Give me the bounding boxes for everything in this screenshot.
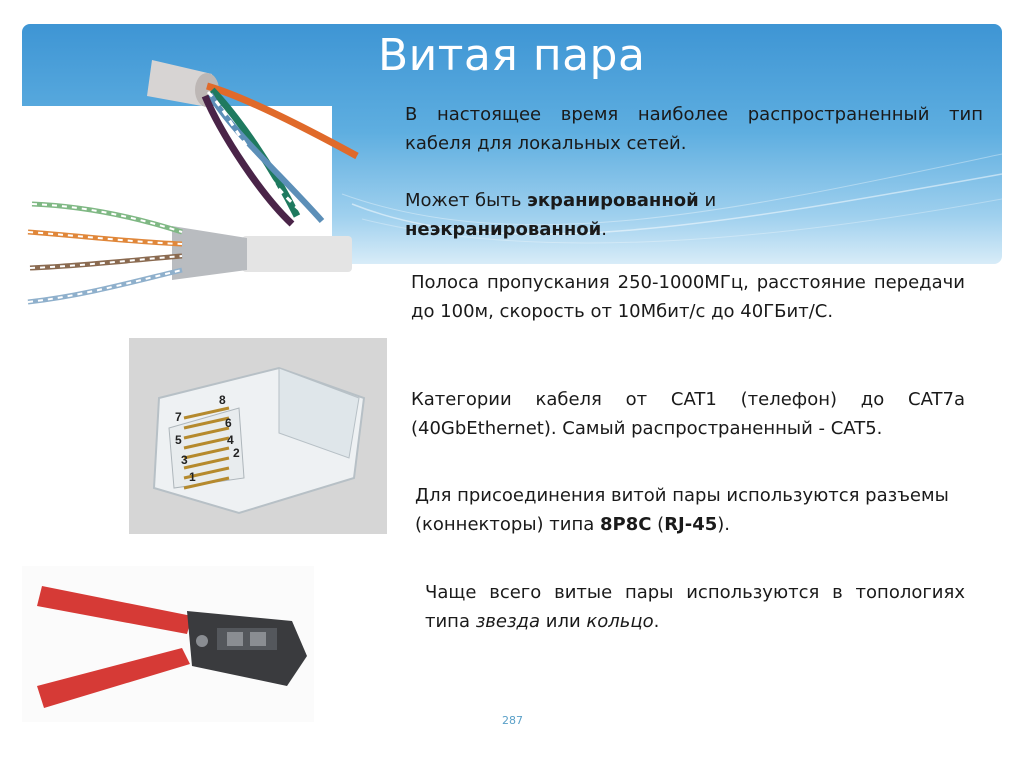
text: Может быть <box>405 190 528 211</box>
slide-title: Витая пара <box>378 30 646 81</box>
bold-text-rj45: RJ-45 <box>664 514 718 535</box>
pin-label: 4 <box>227 433 234 447</box>
pin-label: 2 <box>233 446 240 460</box>
bold-text-shielded: экранированной <box>527 190 699 211</box>
pin-label: 1 <box>189 470 196 484</box>
page-number: 287 <box>502 714 523 727</box>
crimping-tool-photo <box>22 566 314 722</box>
paragraph-bandwidth: Полоса пропускания 250-1000МГц, расстояние передачи до 100м, скорость от 10Мбит/с до 40ГБит/С. <box>411 272 965 322</box>
paragraph-connectors <box>415 481 975 539</box>
italic-text-star: звезда <box>475 611 541 632</box>
bold-text-unshielded: неэкранированной <box>405 219 602 240</box>
paragraph-cable-usage: В настоящее время наиболее распространенный тип кабеля для локальных сетей. <box>405 104 983 154</box>
pin-label: 8 <box>219 393 226 407</box>
twisted-pair-cable-photo <box>22 56 362 346</box>
italic-text-ring: кольцо <box>586 611 654 632</box>
paragraph-topologies <box>425 578 965 636</box>
text: и <box>698 190 717 211</box>
text: Для присоединения витой пары используются разъемы (коннекторы) типа <box>415 485 949 535</box>
pin-label: 6 <box>225 416 232 430</box>
pin-label: 5 <box>175 433 182 447</box>
paragraph-categories: Категории кабеля от CAT1 (телефон) до CAT7a (40GbEthernet). Самый распространенный - CAT5. <box>411 389 965 439</box>
pin-label: 7 <box>175 410 182 424</box>
rj45-connector-photo <box>129 338 387 534</box>
pin-label: 3 <box>181 453 188 467</box>
paragraph-shielding <box>405 186 965 244</box>
text: . <box>601 219 607 240</box>
text: . <box>653 611 660 632</box>
bold-text-8p8c: 8P8C <box>599 514 652 535</box>
text: ( <box>651 514 665 535</box>
text: ). <box>717 514 731 535</box>
text: Чаще всего витые пары используются в топологиях типа <box>425 582 965 632</box>
text: или <box>540 611 587 632</box>
